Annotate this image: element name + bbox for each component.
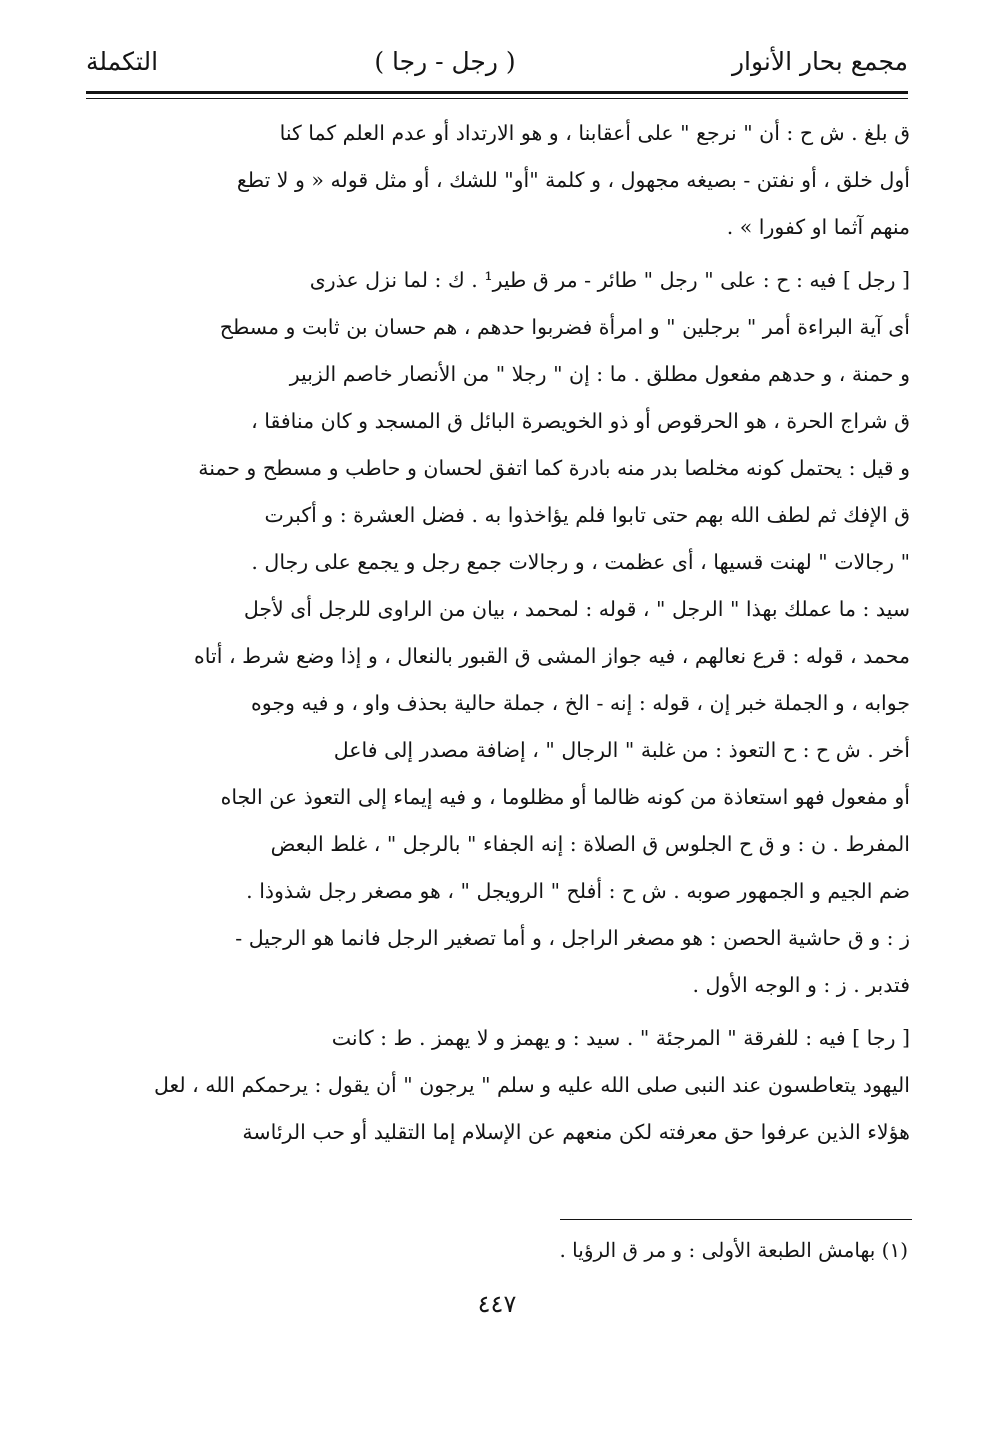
text-line: أى آية البراءة أمر " برجلين " و امرأة فضربوا حدهم ، هم حسان بن ثابت و مسطح — [219, 315, 910, 339]
footnote-rule — [560, 1219, 912, 1220]
header-book-title: مجمع بحار الأنوار — [731, 46, 908, 76]
text-line: " رجالات " لهنت قسيها ، أى عظمت ، و رجالات جمع رجل و يجمع على رجال . — [251, 550, 910, 574]
text-line: ق الإفك ثم لطف الله بهم حتى تابوا فلم يؤاخذوا به . فضل العشرة : و أكبرت — [264, 503, 910, 527]
text-line: [ رجل ] فيه : ح : على " رجل " طائر - مر ق طير¹ . ك : لما نزل عذرى — [309, 268, 910, 292]
text-line: المفرط . ن : و ق ح الجلوس ق الصلاة : إنه الجفاء " بالرجل " ، غلط البعض — [270, 832, 910, 856]
paragraph-continuation — [84, 110, 910, 251]
text-line: أول خلق ، أو نفتن - بصيغه مجهول ، و كلمة "أو" للشك ، أو مثل قوله « و لا تطع — [236, 168, 910, 192]
main-text — [84, 110, 910, 1156]
text-line: و قيل : يحتمل كونه مخلصا بدر منه بادرة كما اتفق لحسان و حاطب و مسطح و حمنة — [198, 456, 910, 480]
page-header — [86, 38, 908, 84]
header-rule-thin — [86, 98, 908, 99]
text-line: ق بلغ . ش ح : أن " نرجع " على أعقابنا ، و هو الارتداد أو عدم العلم كما كنا — [279, 121, 910, 145]
text-line: أو مفعول فهو استعاذة من كونه ظالما أو مظلوما ، و فيه إيماء إلى التعوذ عن الجاه — [220, 785, 910, 809]
text-line: ضم الجيم و الجمهور صوبه . ش ح : أفلح " الرويجل " ، هو مصغر رجل شذوذا . — [246, 879, 910, 903]
header-rule-thick — [86, 91, 908, 94]
text-line: أخر . ش ح : ح التعوذ : من غلبة " الرجال " ، إضافة مصدر إلى فاعل — [333, 738, 910, 762]
page-number: ٤٤٧ — [477, 1290, 517, 1318]
footnote: (١) بهامش الطبعة الأولى : و مر ق الرؤيا . — [559, 1238, 908, 1262]
header-section-title: التكملة — [86, 46, 159, 76]
text-line: سيد : ما عملك بهذا " الرجل " ، قوله : لمحمد ، بيان من الراوى للرجل أى لأجل — [243, 597, 910, 621]
text-line: ق شراج الحرة ، هو الحرقوص أو ذو الخويصرة البائل ق المسجد و كان منافقا ، — [251, 409, 910, 433]
text-line: فتدبر . ز : و الوجه الأول . — [692, 973, 910, 997]
text-line: و حمنة ، و حدهم مفعول مطلق . ما : إن " رجلا " من الأنصار خاصم الزبير — [289, 362, 910, 386]
text-line: جوابه ، و الجملة خبر إن ، قوله : إنه - الخ ، جملة حالية بحذف واو ، و فيه وجوه — [251, 691, 910, 715]
paragraph-rajul-entry — [84, 257, 910, 1009]
paragraph-raja-entry — [84, 1015, 910, 1156]
text-line: محمد ، قوله : قرع نعالهم ، فيه جواز المشى ق القبور بالنعال ، و إذا وضع شرط ، أتاه — [194, 644, 910, 668]
text-line: هؤلاء الذين عرفوا حق معرفته لكن منعهم عن الإسلام إما التقليد أو حب الرئاسة — [242, 1120, 910, 1144]
text-line: منهم آثما او كفورا » . — [726, 215, 910, 239]
text-line: [ رجا ] فيه : للفرقة " المرجئة " . سيد : و يهمز و لا يهمز . ط : كانت — [331, 1026, 910, 1050]
text-line: اليهود يتعاطسون عند النبى صلى الله عليه و سلم " يرجون " أن يقول : يرحمكم الله ، لعل — [153, 1073, 910, 1097]
text-line: ز : و ق حاشية الحصن : هو مصغر الراجل ، و أما تصغير الرجل فانما هو الرجيل - — [235, 926, 910, 950]
header-entry-range: ( رجل - رجا ) — [374, 46, 516, 76]
